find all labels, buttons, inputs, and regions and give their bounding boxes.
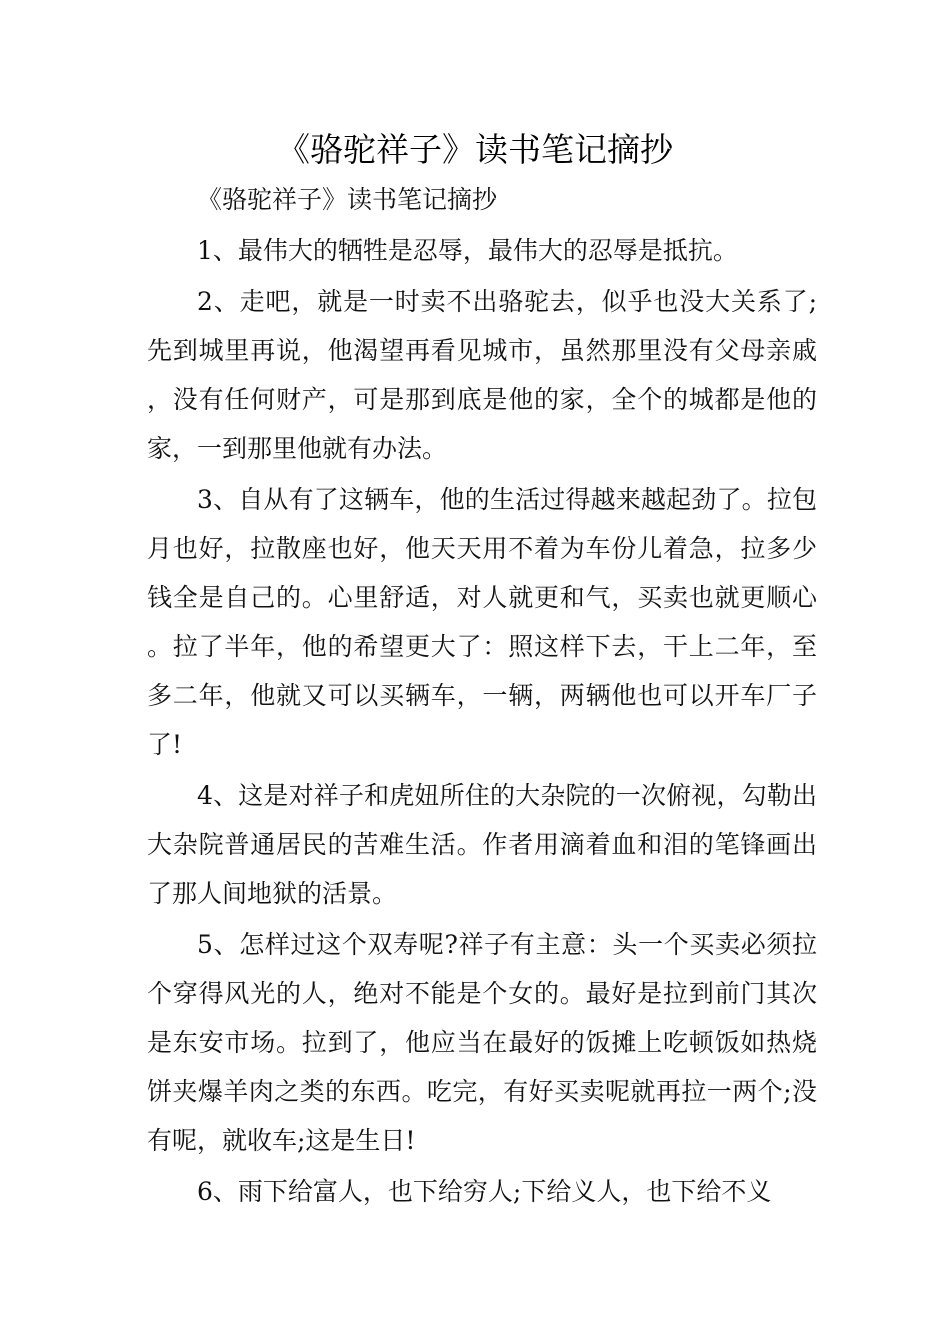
- paragraph-2: 2、走吧，就是一时卖不出骆驼去，似乎也没大关系了;先到城里再说，他渴望再看见城市，虽然那里没有父母亲戚，没有任何财产，可是那到底是他的家，全个的城都是他的家，一到那里他就有办法。: [147, 287, 817, 463]
- paragraph-1: 1、最伟大的牺牲是忍辱，最伟大的忍辱是抵抗。: [197, 236, 738, 265]
- paragraph-subtitle: 《骆驼祥子》读书笔记摘抄: [197, 185, 498, 214]
- document-body: [147, 175, 817, 1218]
- paragraph-5: 5、怎样过这个双寿呢?祥子有主意：头一个买卖必须拉个穿得风光的人，绝对不能是个女的。最好是拉到前门其次是东安市场。拉到了，他应当在最好的饭摊上吃顿饭如热烧饼夹爆羊肉之类的东西。吃完，有好买卖呢就再拉一两个;没有呢，就收车;这是生日!: [147, 930, 817, 1155]
- paragraph-4: 4、这是对祥子和虎妞所住的大杂院的一次俯视，勾勒出大杂院普通居民的苦难生活。作者用滴着血和泪的笔锋画出了那人间地狱的活景。: [147, 781, 817, 908]
- paragraph-6: 6、雨下给富人，也下给穷人;下给义人，也下给不义: [197, 1177, 772, 1206]
- paragraph-3: 3、自从有了这辆车，他的生活过得越来越起劲了。拉包月也好，拉散座也好，他天天用不着为车份儿着急，拉多少钱全是自己的。心里舒适，对人就更和气，买卖也就更顺心。拉了半年，他的希望更大了：照这样下去，干上二年，至多二年，他就又可以买辆车，一辆，两辆他也可以开车厂子了!: [147, 485, 817, 759]
- document-title: 《骆驼祥子》读书笔记摘抄: [277, 130, 673, 169]
